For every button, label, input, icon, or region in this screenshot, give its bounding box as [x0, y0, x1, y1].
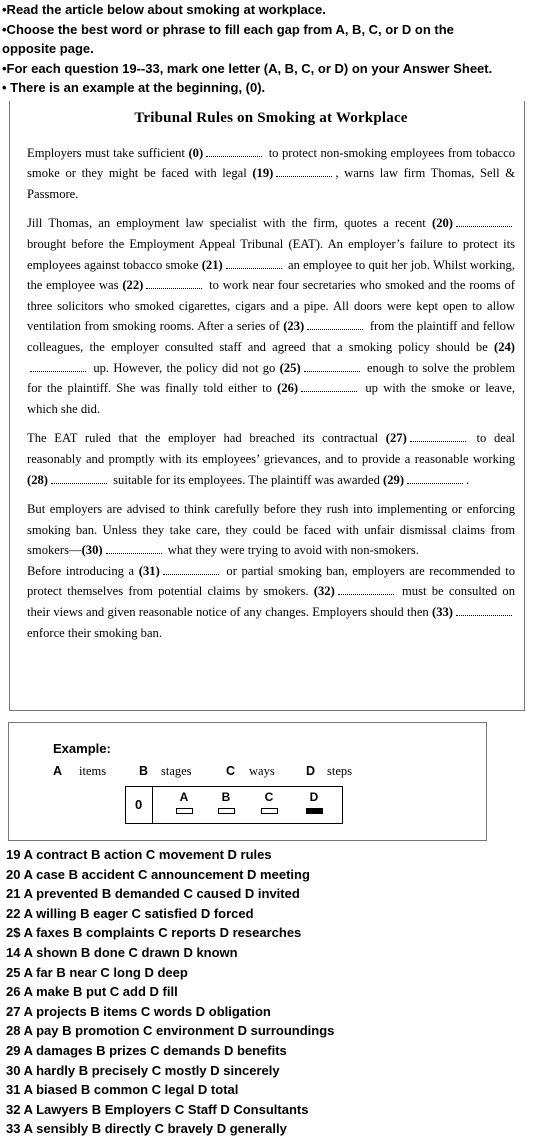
article-text: from the plaintiff and fellow colleagues, the employer consulted staff and agreed that a smoking policy should be: [27, 319, 516, 354]
article-text: But employers are advised to think carefully before they rush into implementing or enforcing smoking ban. Unless they take care, they could be faced with unfair dismissal claims from smokers—: [27, 502, 515, 558]
article-text: up. However, the policy did not go: [93, 360, 276, 375]
gap-number: (22): [122, 278, 144, 293]
answer-option-letter: A: [179, 790, 189, 804]
question-option-row: 21 A prevented B demanded C caused D invited: [6, 886, 300, 902]
article-text: up with the smoke or leave, which she did.: [27, 381, 516, 416]
question-option-row: 30 A hardly B precisely C mostly D sincerely: [6, 1062, 280, 1078]
article-text: to protect non-smoking employees from tobacco smoke or they might be faced with legal: [27, 145, 516, 181]
article-title: Tribunal Rules on Smoking at Workplace: [134, 110, 408, 126]
gap-number: (30): [81, 543, 103, 558]
gap-blank: [301, 383, 357, 392]
article-text: must be consulted on their views and given reasonable notice of any changes. Employers should then: [27, 584, 515, 620]
example-label: Example:: [53, 741, 111, 756]
article-text: an employee to quit her job. Whilst working, the employee was: [27, 257, 516, 293]
gap-number: (27): [385, 431, 407, 446]
answer-mark-box[interactable]: [218, 808, 235, 814]
question-option-row: 26 A make B put C add D fill: [6, 984, 178, 1000]
answer-option-letter: D: [309, 790, 319, 804]
gap-number: (23): [283, 319, 305, 334]
answer-option-a[interactable]: [174, 791, 194, 814]
gap-blank: [307, 321, 363, 330]
question-option-row: 27 A projects B items C words D obligation: [6, 1003, 271, 1019]
gap-blank: [146, 280, 202, 289]
answer-mark-box-filled[interactable]: [306, 808, 323, 814]
example-option-letter: B: [139, 764, 149, 778]
article-text: what they were trying to avoid with non-smokers.: [167, 543, 419, 558]
example-box: [8, 722, 487, 841]
example-option-word: ways: [249, 764, 275, 778]
article-text: enough to solve the problem for the plaintiff. She was finally told either to: [27, 360, 515, 396]
instructions: [2, 0, 532, 98]
question-option-row: 29 A damages B prizes C demands D benefits: [6, 1042, 287, 1058]
example-option-word: stages: [161, 764, 192, 778]
gap-blank: [456, 218, 512, 227]
gap-number: (25): [279, 360, 301, 375]
example-option-word: steps: [327, 764, 352, 778]
instruction-line: • There is an example at the beginning, (0).: [2, 80, 266, 96]
gap-blank: [206, 148, 262, 157]
question-option-row: 19 A contract B action C movement D rules: [6, 847, 272, 862]
article-paragraph-3: [27, 428, 515, 490]
question-option-row: 20 A case B accident C announcement D meeting: [6, 866, 310, 882]
gap-number: (32): [313, 584, 335, 599]
gap-blank: [276, 168, 332, 177]
question-option-row: 2$ A faxes B complaints C reports D researches: [6, 925, 302, 941]
gap-blank: [338, 586, 394, 595]
gap-number: (0): [188, 145, 204, 160]
article-text: .: [466, 472, 470, 487]
article-text: Jill Thomas, an employment law specialist with the firm, quotes a recent: [27, 216, 426, 231]
article-text: Employers must take sufficient: [27, 145, 185, 160]
gap-number: (26): [277, 381, 299, 396]
article-paragraph-5: [27, 561, 515, 643]
gap-blank: [30, 363, 86, 372]
instruction-line: •For each question 19--33, mark one letter (A, B, C, or D) on your Answer Sheet.: [2, 60, 493, 76]
answer-option-letter: C: [264, 790, 274, 804]
gap-blank: [51, 475, 107, 484]
grid-divider: [152, 787, 153, 823]
article-text: or partial smoking ban, employers are recommended to protect themselves from potential claims by smokers.: [27, 563, 516, 599]
example-option-letter: D: [306, 764, 316, 778]
article-paragraph-4: [27, 499, 515, 561]
gap-blank: [163, 566, 219, 575]
example-answer-number: 0: [135, 797, 143, 812]
article-paragraph-1: [27, 143, 515, 205]
answer-option-letter: B: [221, 790, 231, 804]
gap-number: (31): [138, 563, 160, 578]
question-options: [6, 845, 526, 1139]
gap-blank: [456, 607, 512, 616]
gap-blank: [304, 363, 360, 372]
example-option-letter: C: [226, 764, 236, 778]
question-option-row: 14 A shown B done C drawn D known: [6, 944, 238, 960]
gap-number: (20): [432, 216, 453, 231]
answer-mark-box[interactable]: [176, 808, 193, 814]
gap-blank: [407, 475, 463, 484]
example-option-letter: A: [53, 764, 63, 778]
gap-blank: [226, 260, 282, 269]
question-option-row: 28 A pay B promotion C environment D surroundings: [6, 1023, 335, 1039]
gap-number: (33): [432, 605, 453, 620]
gap-number: (29): [383, 472, 405, 487]
question-option-row: 25 A far B near C long D deep: [6, 964, 188, 980]
article-text: to deal reasonably and promptly with its employees’ grievances, and to provide a reasonable working: [27, 431, 515, 466]
article-text: brought before the Employment Appeal Tribunal (EAT). An employer’s failure to protect its employees against tobacco smoke: [27, 236, 515, 272]
example-answer-grid: [125, 786, 343, 824]
gap-number: (21): [201, 257, 223, 272]
instruction-line: •Choose the best word or phrase to fill each gap from A, B, C, or D on the: [2, 21, 454, 37]
article-text: Before introducing a: [27, 563, 135, 578]
article-text: suitable for its employees. The plaintiff was awarded: [113, 472, 380, 487]
answer-mark-box[interactable]: [261, 808, 278, 814]
question-option-row: 22 A willing B eager C satisfied D forced: [6, 905, 254, 921]
answer-option-b[interactable]: [216, 791, 236, 814]
article-text: to work near four secretaries who smoked and the rooms of three solicitors who smoked cigarettes, cigars and a pipe. All doors were kept open to allow ventilation from smoking rooms. After a series of: [27, 278, 515, 334]
gap-blank: [106, 545, 162, 554]
article-text: enforce their smoking ban.: [27, 625, 162, 640]
article-box: [9, 101, 525, 711]
example-option-word: items: [79, 764, 107, 778]
instruction-line: •Read the article below about smoking at workplace.: [2, 2, 326, 17]
article-text: The EAT ruled that the employer had breached its contractual: [27, 431, 379, 446]
question-option-row: 31 A biased B common C legal D total: [6, 1082, 239, 1098]
answer-option-d[interactable]: [304, 791, 324, 814]
instruction-line: opposite page.: [2, 41, 94, 57]
answer-option-c[interactable]: [259, 791, 279, 814]
gap-number: (24): [494, 339, 515, 354]
gap-number: (28): [27, 472, 48, 487]
article-text: , warns law firm Thomas, Sell & Passmore.: [27, 166, 515, 201]
article-paragraph-2: [27, 213, 515, 419]
gap-blank: [410, 433, 466, 442]
question-option-row: 32 A Lawyers B Employers C Staff D Consultants: [6, 1101, 309, 1117]
question-option-row: 33 A sensibly B directly C bravely D generally: [6, 1121, 287, 1137]
gap-number: (19): [252, 166, 274, 181]
